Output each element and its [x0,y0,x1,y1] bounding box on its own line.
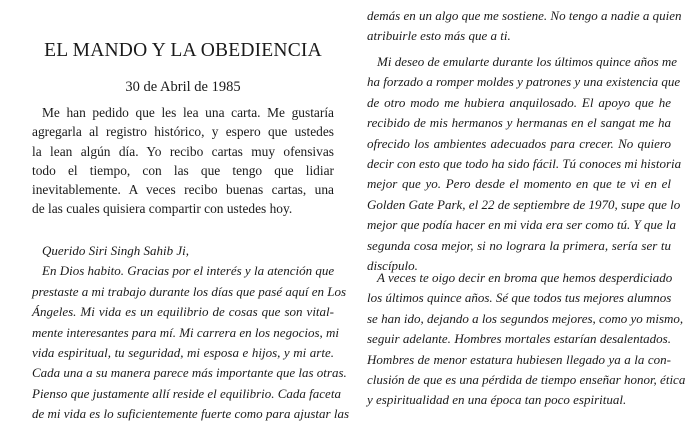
text-line: mejor que yo. Pero desde el momento en que te vi en el [367,176,671,192]
text-line: Mi deseo de emularte durante los últimos quince años me [377,54,678,69]
text-line: la lean algún día. Yo recibo cartas muy ofensivas [32,143,334,159]
text-line: En Dios habito. Gracias por el interés y la atención que [42,263,335,279]
text-line: agregarla al registro histórico, y espero que ustedes [32,124,334,140]
text-line: ha forzado a romper moldes y patrones y una existencia que [367,74,681,90]
text-line: mejor que podía hacer en mi vida era ser como tú. Y que la [367,217,677,233]
text-line: y espiritualidad en una época tan poco espiritual. [367,392,627,408]
text-line: inevitablemente. A veces recibo buenas cartas, una [32,182,334,198]
text-line: todo el tiempo, con las que tengo que lidiar [32,162,334,178]
text-line: los últimos quince años. Sé que todos tus mejores alumnos [367,290,672,306]
text-line: Golden Gate Park, el 22 de septiembre de 1970, supe que lo [367,196,681,212]
text-line: A veces te oigo decir en broma que hemos desperdiciado [377,270,673,285]
text-line: vida espiritual, tu seguridad, mi esposa e hijos, y mi arte. [32,344,334,360]
text-line: de mi vida es lo suficientemente fuerte como para ajustar las [32,406,350,422]
text-line: demás en un algo que me sostiene. No tengo a nadie a quien [367,8,682,23]
text-line: seguir adelante. Hombres mortales estarían desalentados. [367,331,671,347]
text-line: prestaste a mi trabajo durante los días que pasé aquí en Los [32,283,347,299]
text-line: de otro modo me hubiera anquilosado. El apoyo que he [367,94,671,110]
letter-continuation [367,6,682,47]
text-line: atribuirle esto más que a ti. [367,28,511,44]
text-line: mente interesantes para mí. Mi carrera en los negocios, mi [32,324,340,340]
text-line: decir con esto que todo ha sido fácil. Tú conoces mi historia [367,155,682,171]
text-line: Cada una a su manera parece más importante que las otras. [32,365,347,381]
text-line: segunda cosa mejor, si no lograra la primera, sería ser tu [367,237,671,253]
salutation: Querido Siri Singh Sahib Ji, [42,243,189,258]
letter-paragraph [367,52,682,276]
text-line: Hombres de menor estatura hubiesen llegado ya a la con- [367,351,671,367]
text-line: Pienso que justamente allí reside el equilibrio. Cada faceta [32,385,341,401]
letter-body [32,241,350,425]
text-line: recibido de mis hermanos y hermanas en el sangat me ha [367,115,671,131]
text-line: Me han pedido que les lea una carta. Me gustaría [42,105,334,120]
text-line: discípulo. [367,257,418,273]
intro-paragraph [32,103,334,219]
text-line: ofrecido los ambientes adecuados para crecer. No quiero [367,135,671,151]
letter-paragraph [367,268,686,411]
text-line: de las cuales quisiera compartir con ustedes hoy. [32,201,293,217]
text-line: clusión de que es una pérdida de tiempo enseñar honor, ética [367,371,686,387]
page-title: EL MANDO Y LA OBEDIENCIA [44,40,322,61]
text-line: se han ido, dejando a los segundos mejores, como yo mismo, [367,310,684,326]
text-line: Ángeles. Mi vida es un equilibrio de cosas que son vital- [32,304,334,320]
date-line: 30 de Abril de 1985 [125,79,241,95]
